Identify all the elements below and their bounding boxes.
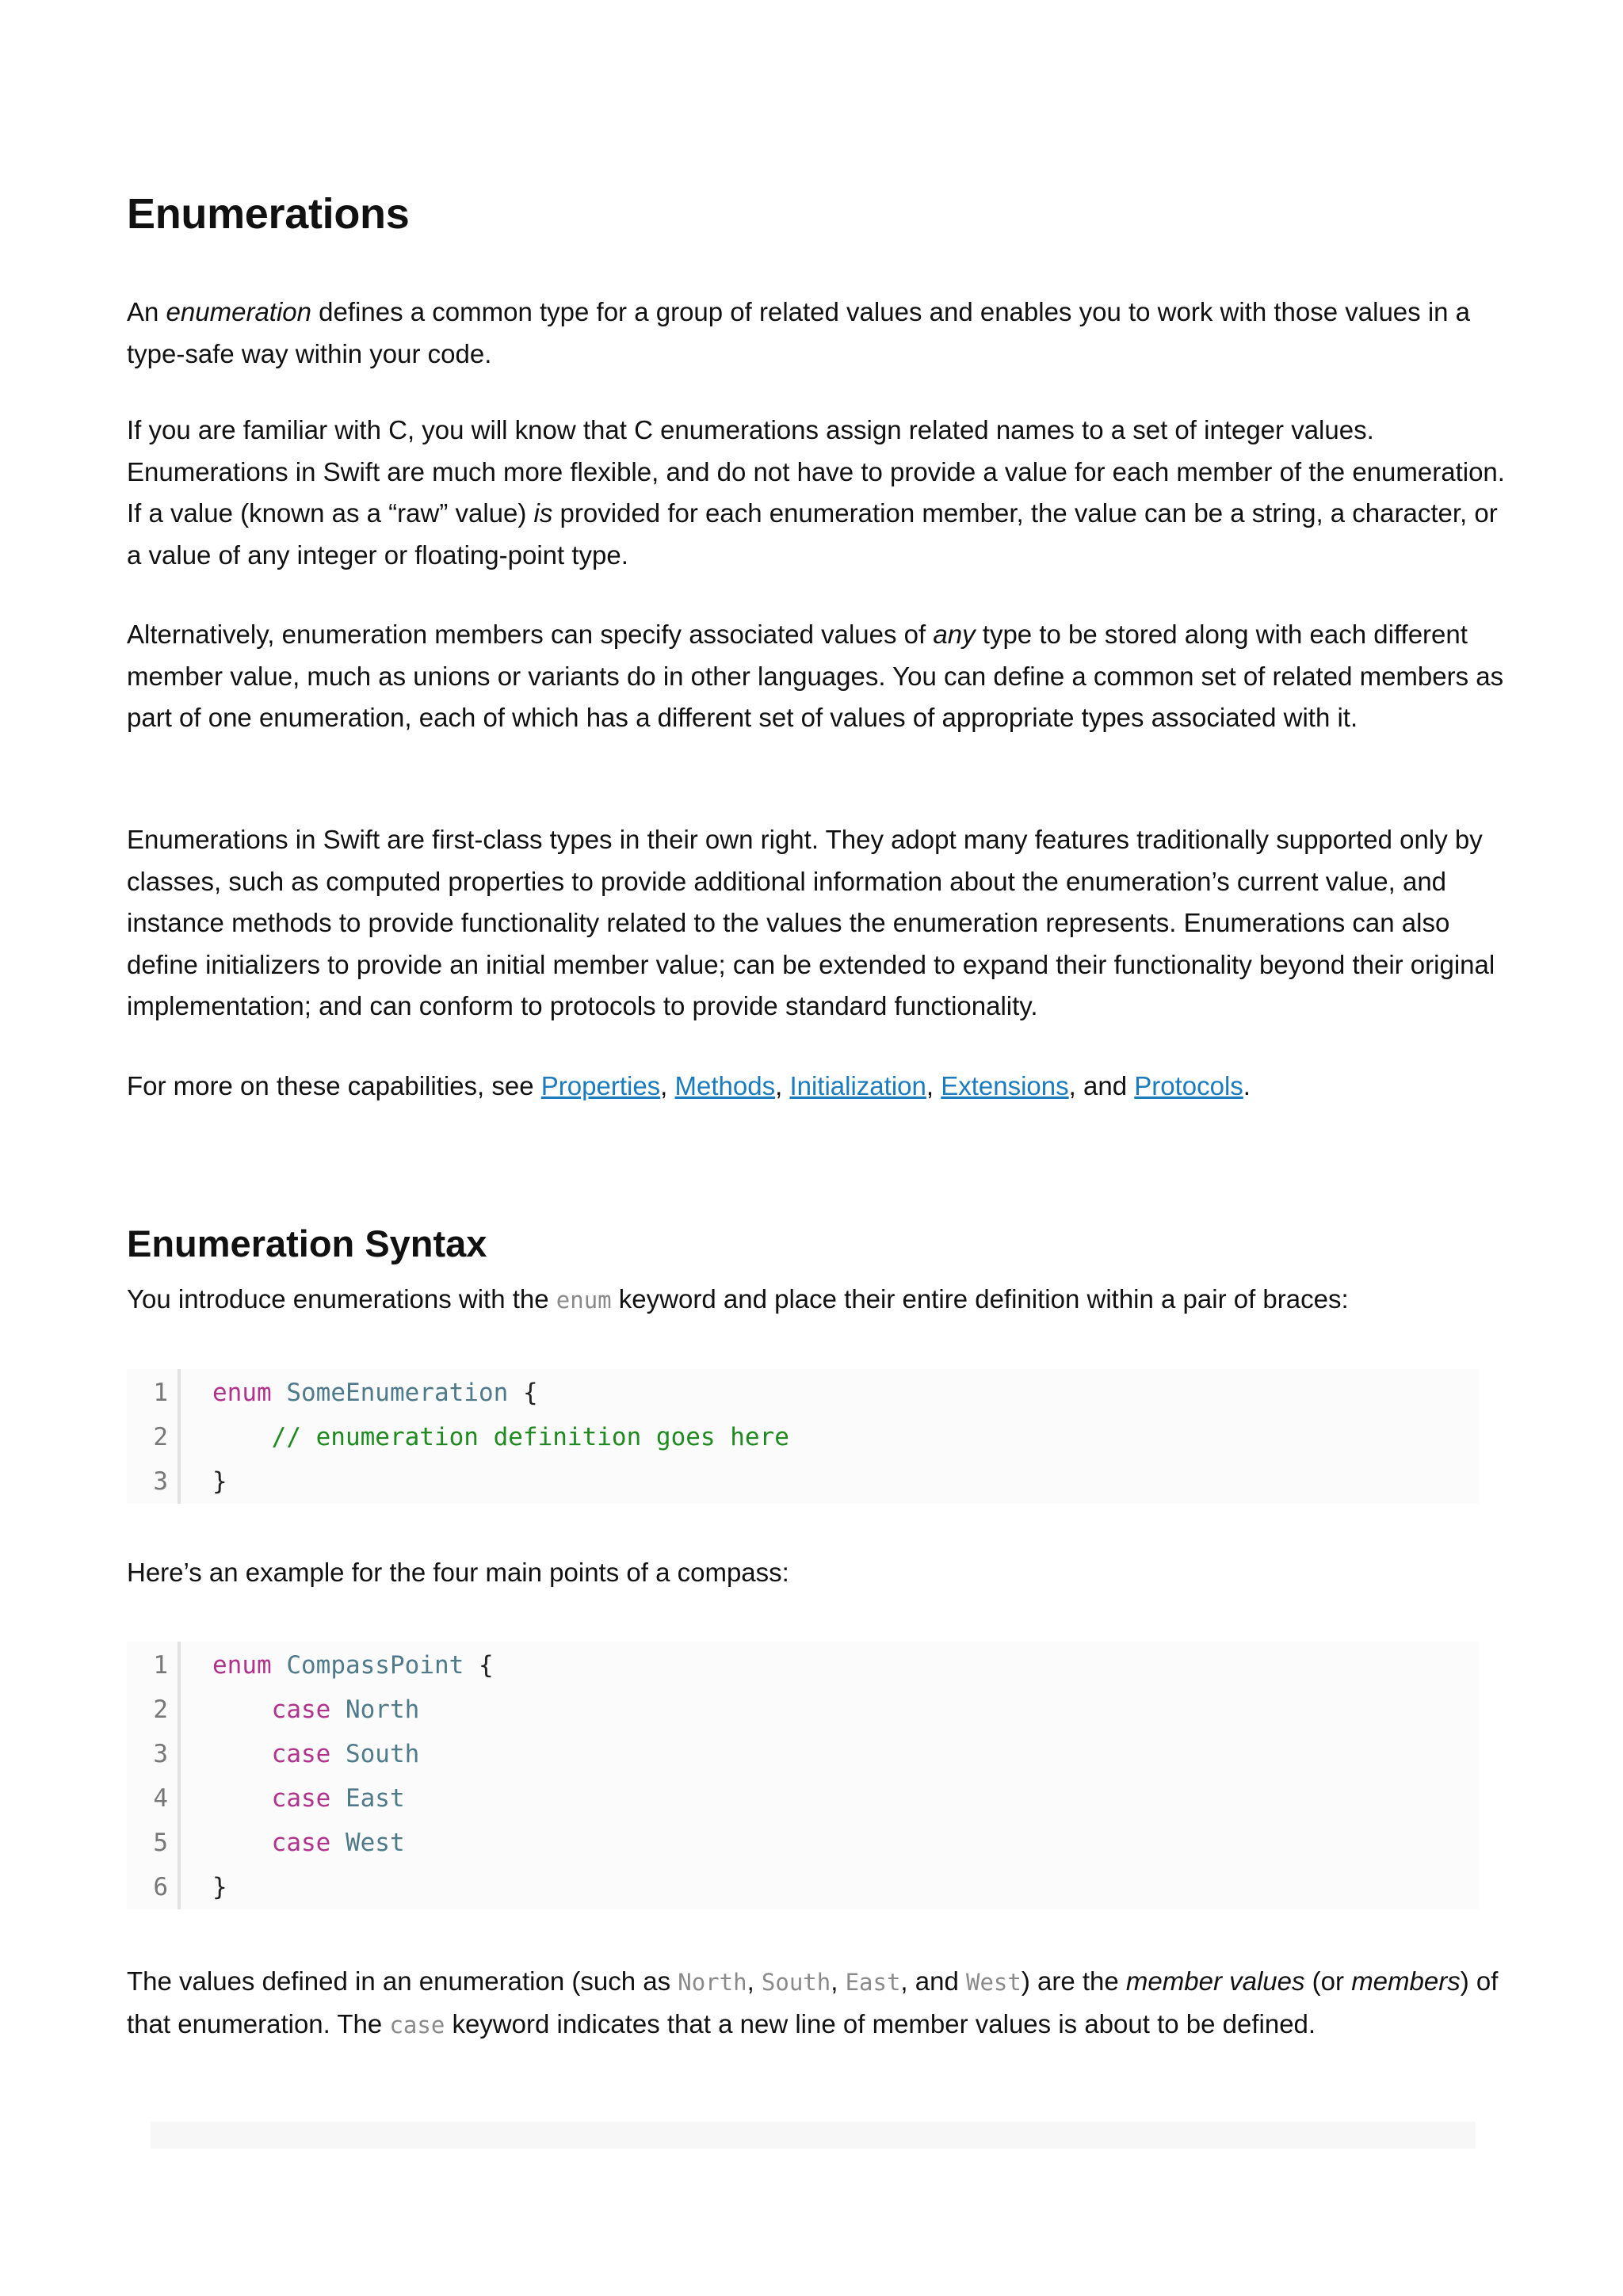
emphasis-any: any [933,620,976,649]
line-number: 3 [153,1467,168,1496]
first-class-types-paragraph: Enumerations in Swift are first-class types in their own right. They adopt many features traditionally supported only by classes, such as computed properties to provide additional information about the enumeration’s current value, and instance methods to provide functionality related to the values the enumeration represents. Enumerations can also define initializers to provide an initial member value; can be extended to expand their functionality beyond their original implementation; and can conform to protocols to provide standard functionality. [127,825,1495,1020]
code-gutter-divider [178,1642,181,1909]
inline-code-west: West [966,1969,1022,1996]
inline-code-north: North [678,1969,747,1996]
code-comment: // enumeration definition goes here [271,1423,789,1451]
code-line: case East [271,1784,405,1813]
inline-code-enum: enum [556,1287,612,1314]
line-number: 1 [153,1379,168,1407]
line-number: 2 [153,1423,168,1451]
code-line: } [212,1467,227,1496]
link-protocols[interactable]: Protocols [1134,1071,1243,1100]
term-enumeration: enumeration [166,297,311,326]
empty-code-block [151,2122,1476,2149]
code-block-some-enumeration [127,1369,1479,1504]
link-extensions[interactable]: Extensions [941,1071,1069,1100]
code-line: } [212,1873,227,1901]
inline-code-case: case [389,2011,445,2039]
code-line: case North [271,1695,420,1724]
code-gutter-divider [178,1369,181,1504]
page-title: Enumerations [127,190,410,238]
line-number: 2 [153,1695,168,1724]
code-line: enum SomeEnumeration { [212,1379,538,1407]
member-values-paragraph: The values defined in an enumeration (such as North, South, East, and West) are the member values (or members) of that enumeration. The case keyword indicates that a new line of member values is about to be defined. [127,1966,1499,2039]
c-comparison-paragraph: If you are familiar with C, you will know that C enumerations assign related names to a set of integer values. Enumerations in Swift are much more flexible, and do not have to provide a value for each member of the enumeration. If a value (known as a “raw” value) is provided for each enumeration member, the value can be a string, a character, or a value of any integer or floating-point type. [127,415,1505,570]
link-properties[interactable]: Properties [540,1071,661,1100]
line-number: 3 [153,1740,168,1768]
term-members: members [1351,1966,1461,1996]
compass-intro-paragraph: Here’s an example for the four main points of a compass: [127,1558,789,1587]
section-heading-enumeration-syntax: Enumeration Syntax [127,1222,487,1264]
link-initialization[interactable]: Initialization [789,1071,926,1100]
code-line: case West [271,1829,405,1857]
capabilities-paragraph: For more on these capabilities, see Properties, Methods, Initialization, Extensions, and Protocols. [127,1071,1251,1100]
associated-values-paragraph: Alternatively, enumeration members can specify associated values of any type to be stored along with each different member value, much as unions or variants do in other languages. You can define a common set of related members as part of one enumeration, each of which has a different set of values of appropriate types associated with it. [127,620,1504,732]
code-line: enum CompassPoint { [212,1651,494,1680]
intro-paragraph: An enumeration defines a common type for a group of related values and enables you to work with those values in a type-safe way within your code. [127,297,1471,368]
line-number: 4 [153,1784,168,1813]
line-number: 1 [153,1651,168,1680]
line-number: 6 [153,1873,168,1901]
inline-code-south: South [761,1969,831,1996]
line-number: 5 [153,1829,168,1857]
emphasis-is: is [533,498,553,528]
term-member-values: member values [1125,1966,1305,1996]
code-line: case South [271,1740,420,1768]
code-block-compass-point [127,1642,1479,1909]
link-methods[interactable]: Methods [674,1071,776,1100]
syntax-intro-paragraph: You introduce enumerations with the enum keyword and place their entire definition within a pair of braces: [127,1284,1349,1314]
code-line [212,1415,789,1459]
inline-code-east: East [845,1969,901,1996]
